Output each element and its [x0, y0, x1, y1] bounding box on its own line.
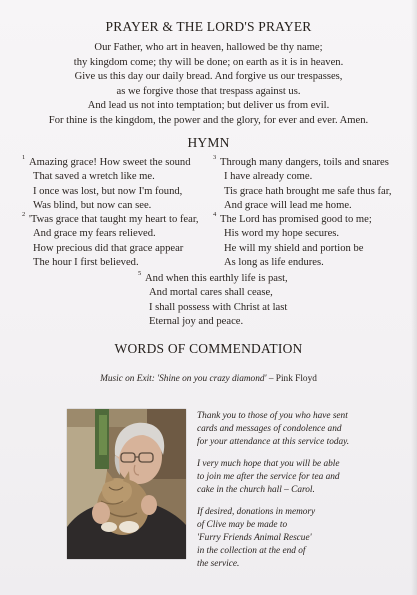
prayer-heading: PRAYER & THE LORD'S PRAYER: [105, 19, 312, 34]
commendation-notes: [197, 410, 377, 580]
verse-number: 2: [22, 211, 26, 218]
verse-line: Amazing grace! How sweet the sound: [29, 157, 191, 168]
note-line: the service.: [197, 559, 240, 569]
note-line: for your attendance at this service today.: [197, 437, 350, 447]
verse-line: The hour I first believed.: [33, 257, 139, 269]
commendation-heading: WORDS OF COMMENDATION: [114, 341, 303, 356]
verse-line: How precious did that grace appear: [33, 242, 184, 254]
verse-number: 3: [213, 154, 217, 161]
verse-number: 5: [138, 270, 142, 277]
verse-line: Was blind, but now can see.: [33, 200, 152, 212]
note-line: of Clive may be made to: [197, 520, 288, 530]
hymn-verse-3: [213, 154, 392, 214]
note-line: Thank you to those of you who have sent: [197, 411, 348, 421]
verse-line: 'Twas grace that taught my heart to fear,: [29, 214, 199, 225]
verse-line: And grace my fears relieved.: [33, 228, 156, 240]
verse-line: Eternal joy and peace.: [149, 316, 244, 328]
hymn-heading: HYMN: [187, 135, 230, 150]
hymn-verse-2: [22, 211, 199, 271]
prayer-line: And lead us not into temptation; but deliver us from evil.: [87, 100, 330, 112]
verse-line: He will my shield and portion be: [224, 242, 364, 254]
verse-line: And when this earthly life is past,: [145, 273, 288, 284]
verse-line: I shall possess with Christ at last: [149, 301, 288, 313]
exit-music-artist: – Pink Floyd: [266, 374, 317, 384]
verse-line: As long as life endures.: [224, 257, 324, 269]
lords-prayer-text: [20, 41, 397, 129]
man-holding-cat-photo: [67, 409, 186, 559]
verse-line: Through many dangers, toils and snares: [220, 157, 389, 168]
verse-number: 4: [213, 211, 217, 218]
memorial-photo: [67, 409, 186, 559]
verse-line: Tis grace hath brought me safe thus far,: [224, 185, 392, 197]
hymn-verse-1: [22, 154, 191, 214]
note-line: in the collection at the end of: [197, 546, 306, 556]
invitation-note: [197, 458, 377, 497]
verse-line: That saved a wretch like me.: [33, 171, 155, 183]
verse-line: His word my hope secures.: [224, 228, 340, 240]
donations-note: [197, 506, 377, 571]
verse-line: And mortal cares shall cease,: [149, 287, 273, 299]
note-line: to join me after the service for tea and: [197, 472, 340, 482]
verse-number: 1: [22, 154, 26, 161]
hymn-verse-5: [138, 270, 288, 330]
verse-line: And grace will lead me home.: [224, 200, 352, 212]
verse-line: I once was lost, but now I'm found,: [33, 185, 183, 197]
prayer-line: Give us this day our daily bread. And forgive us our trespasses,: [74, 71, 343, 83]
prayer-line: For thine is the kingdom, the power and the glory, for ever and ever. Amen.: [48, 114, 369, 126]
note-line: 'Furry Friends Animal Rescue': [197, 533, 312, 543]
prayer-line: Our Father, who art in heaven, hallowed be thy name;: [94, 42, 323, 53]
exit-music-title: Music on Exit: 'Shine on you crazy diamond': [100, 374, 267, 384]
prayer-line: as we forgive those that trespass against us.: [116, 85, 301, 97]
note-line: If desired, donations in memory: [197, 507, 316, 517]
verse-line: The Lord has promised good to me;: [220, 214, 372, 225]
note-line: I very much hope that you will be able: [197, 459, 340, 469]
exit-music-line: [0, 374, 417, 384]
hymn-verse-4: [213, 211, 372, 271]
verse-line: I have already come.: [224, 171, 313, 183]
note-line: cards and messages of condolence and: [197, 424, 342, 434]
note-line: cake in the church hall – Carol.: [197, 485, 315, 495]
prayer-line: thy kingdom come; thy will be done; on earth as it is in heaven.: [73, 56, 344, 68]
thank-you-note: [197, 410, 377, 449]
